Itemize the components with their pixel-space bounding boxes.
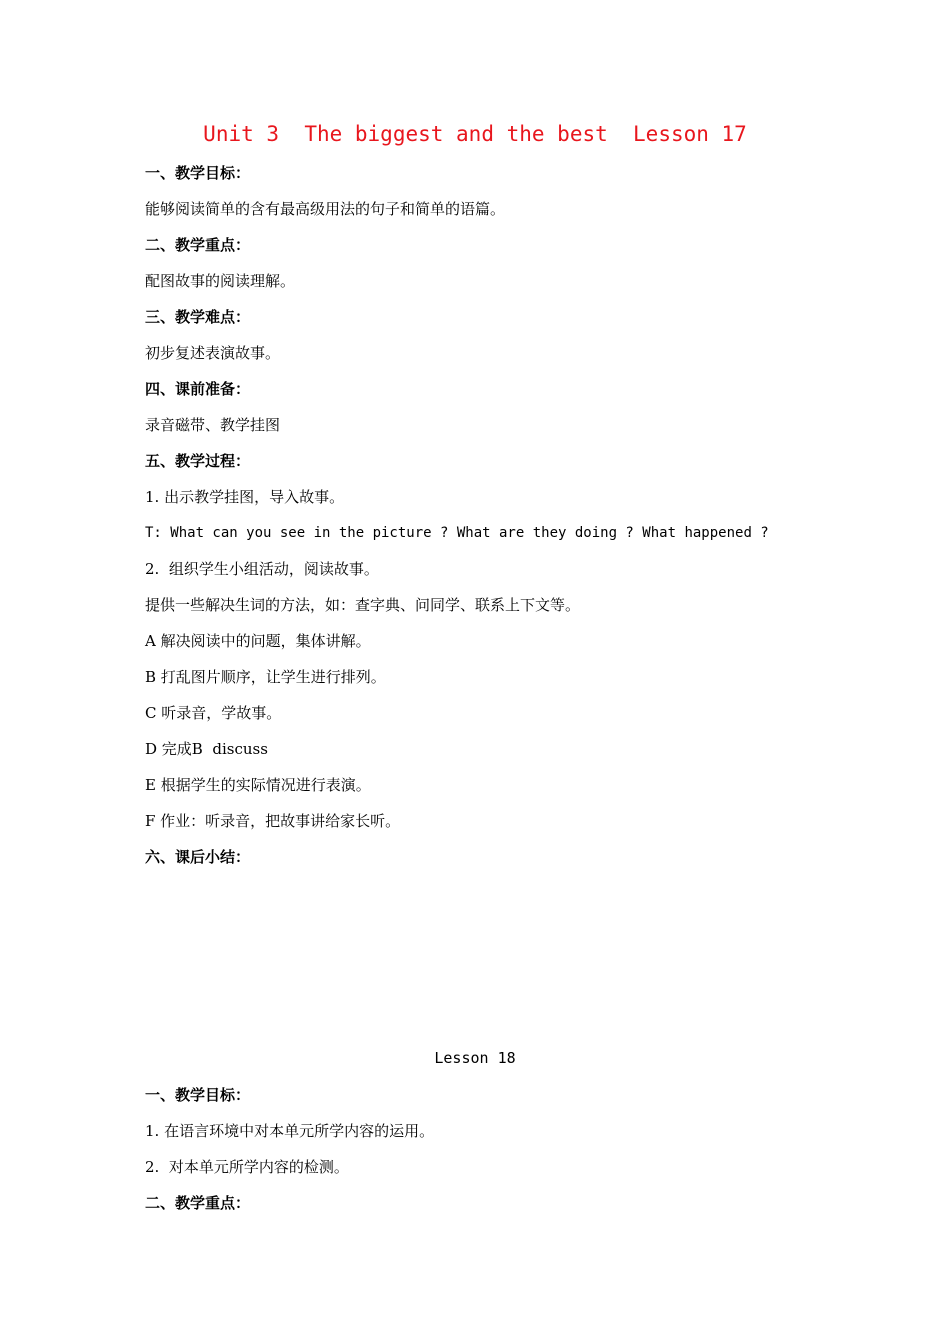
section-heading-summary: 六、课后小结： xyxy=(145,848,251,866)
lesson18-heading-key-points: 二、教学重点： xyxy=(145,1194,251,1212)
procedure-step-e: E 根据学生的实际情况进行表演。 xyxy=(145,776,371,794)
goals-text: 能够阅读简单的含有最高级用法的句子和简单的语篇。 xyxy=(145,200,506,218)
procedure-step-1: 1. 出示教学挂图，导入故事。 xyxy=(145,488,345,506)
lesson17-title: Unit 3 The biggest and the best Lesson 17 xyxy=(203,122,747,146)
procedure-step-2: 2. 组织学生小组活动，阅读故事。 xyxy=(145,560,379,578)
procedure-step-d: D 完成B discuss xyxy=(145,740,268,758)
teacher-questions: T: What can you see in the picture ? What are they doing ? What happened ? xyxy=(145,525,769,541)
lesson18-goal-2: 2. 对本单元所学内容的检测。 xyxy=(145,1158,349,1176)
procedure-step-f: F 作业：听录音，把故事讲给家长听。 xyxy=(145,812,401,830)
lesson18-title: Lesson 18 xyxy=(434,1049,516,1067)
section-heading-preparation: 四、课前准备： xyxy=(145,380,251,398)
lesson18-heading-goals: 一、教学目标： xyxy=(145,1086,251,1104)
key-points-text: 配图故事的阅读理解。 xyxy=(145,272,296,290)
lesson18-goal-1: 1. 在语言环境中对本单元所学内容的运用。 xyxy=(145,1122,435,1140)
section-heading-goals: 一、教学目标： xyxy=(145,164,251,182)
section-heading-procedure: 五、教学过程： xyxy=(145,452,251,470)
procedure-step-2-desc: 提供一些解决生词的方法，如：查字典、问同学、联系上下文等。 xyxy=(145,596,581,614)
preparation-text: 录音磁带、教学挂图 xyxy=(145,416,281,434)
section-heading-difficulties: 三、教学难点： xyxy=(145,308,251,326)
procedure-step-b: B 打乱图片顺序，让学生进行排列。 xyxy=(145,668,386,686)
procedure-step-a: A 解决阅读中的问题，集体讲解。 xyxy=(145,632,371,650)
section-heading-key-points: 二、教学重点： xyxy=(145,236,251,254)
difficulties-text: 初步复述表演故事。 xyxy=(145,344,281,362)
procedure-step-c: C 听录音，学故事。 xyxy=(145,704,282,722)
